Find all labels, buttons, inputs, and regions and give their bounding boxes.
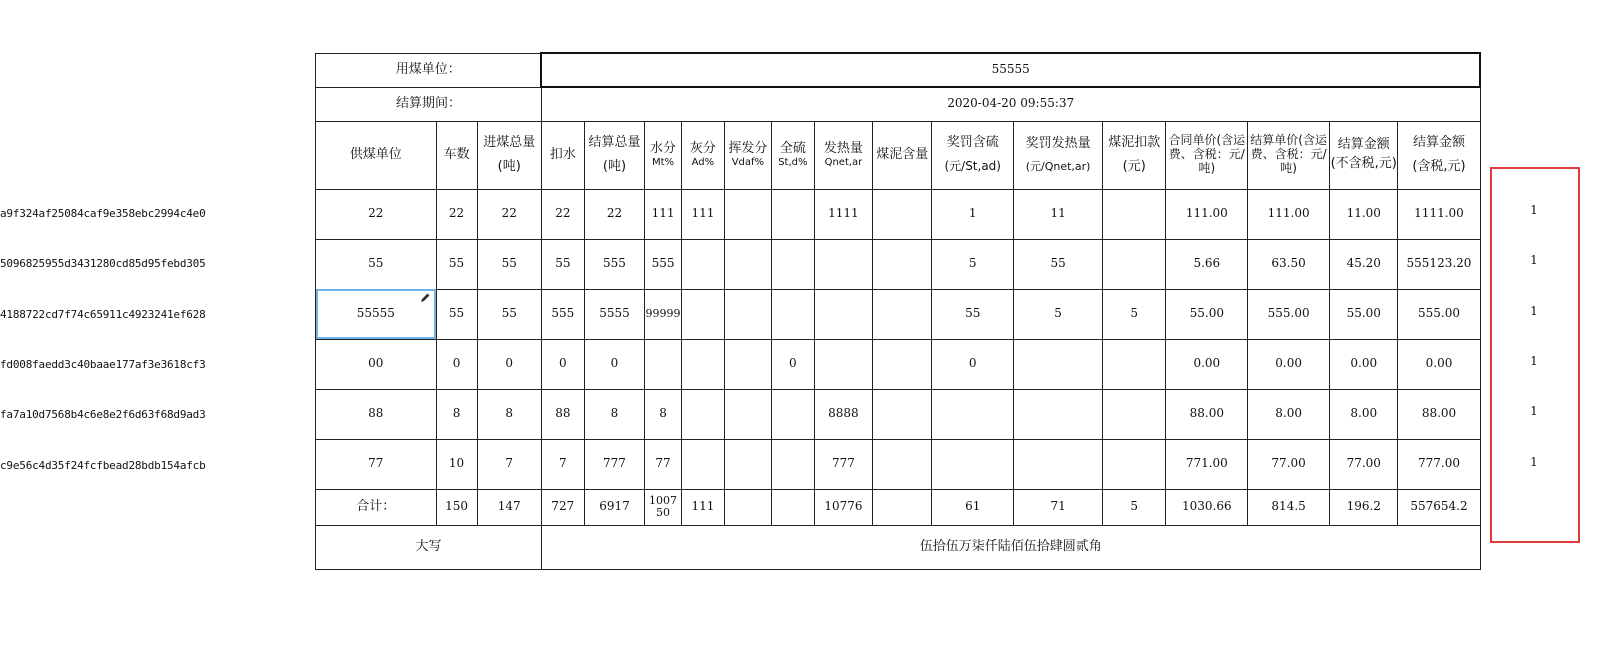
header-sulfur-penalty-unit: (元/St,ad) (944, 159, 1001, 174)
cell-sulfur[interactable] (771, 439, 814, 489)
header-amount-tax-unit: (含税,元) (1412, 158, 1466, 174)
side-value[interactable]: 1 (1530, 354, 1538, 368)
cell-volatile[interactable] (724, 289, 771, 339)
total-amount-tax: 557654.2 (1398, 489, 1480, 525)
total-cars: 150 (436, 489, 477, 525)
cell-heat[interactable]: 777 (814, 439, 872, 489)
cell-contract-price[interactable]: 88.00 (1166, 389, 1248, 439)
row-id: fa7a10d7568b4c6e8e2f6d63f68d9ad3 (0, 408, 206, 421)
cell-amount-tax[interactable]: 777.00 (1398, 439, 1480, 489)
unit-label: 用煤单位： (316, 53, 542, 87)
row-id: a9f324af25084caf9e358ebc2994c4e0 (0, 207, 206, 220)
unit-value-cell[interactable]: 55555 (541, 53, 1480, 87)
cell-heat[interactable]: 8888 (814, 389, 872, 439)
cell-settle-total[interactable]: 8 (584, 389, 644, 439)
cell-heat-penalty[interactable]: 11 (1014, 189, 1103, 239)
cell-contract-price[interactable]: 111.00 (1166, 189, 1248, 239)
header-settle-price: 结算单价(含运费、含税：元/吨) (1248, 121, 1330, 189)
total-ash: 111 (681, 489, 724, 525)
header-volatile (724, 121, 771, 189)
cell-volatile[interactable] (724, 389, 771, 439)
cell-deduct-water[interactable]: 555 (541, 289, 584, 339)
cell-contract-price[interactable]: 771.00 (1166, 439, 1248, 489)
cell-settle-price[interactable]: 0.00 (1248, 339, 1330, 389)
header-volatile-unit: Vdaf% (731, 156, 765, 168)
header-heat-penalty-title: 奖罚发热量 (1025, 135, 1091, 151)
header-ash (681, 121, 724, 189)
header-amount-notax-unit: (不含税,元) (1330, 156, 1397, 171)
header-intake-total (477, 121, 541, 189)
header-heat-title: 发热量 (823, 141, 863, 157)
cell-amount-tax[interactable]: 555.00 (1398, 289, 1480, 339)
cell-sulfur-penalty[interactable]: 55 (932, 289, 1014, 339)
header-slime-deduct-title: 煤泥扣款 (1108, 134, 1161, 150)
header-settle-total (584, 121, 644, 189)
header-amount-notax-title: 结算金额 (1337, 137, 1390, 153)
side-value[interactable]: 1 (1530, 253, 1538, 267)
cell-slime-deduct[interactable] (1103, 239, 1166, 289)
cell-slime-deduct[interactable] (1103, 439, 1166, 489)
header-supplier: 供煤单位 (316, 121, 437, 189)
cell-heat[interactable] (814, 239, 872, 289)
total-settle-total: 6917 (584, 489, 644, 525)
cell-volatile[interactable] (724, 189, 771, 239)
cell-sulfur-penalty[interactable]: 5 (932, 239, 1014, 289)
cell-slime[interactable] (873, 439, 932, 489)
cell-intake[interactable]: 0 (477, 339, 541, 389)
cell-sulfur-penalty[interactable] (932, 389, 1014, 439)
header-heat-unit: Qnet,ar (824, 156, 863, 168)
header-heat (814, 121, 872, 189)
header-amount-tax (1398, 121, 1480, 189)
side-value[interactable]: 1 (1530, 455, 1538, 469)
total-row (316, 489, 1481, 525)
cell-ash[interactable] (681, 439, 724, 489)
header-amount-notax (1330, 121, 1398, 189)
cell-amount-notax[interactable]: 77.00 (1330, 439, 1398, 489)
cell-moisture[interactable] (645, 339, 682, 389)
total-sulfur-penalty: 61 (932, 489, 1014, 525)
cell-supplier[interactable]: 55 (316, 239, 437, 289)
cell-moisture[interactable]: 8 (645, 389, 682, 439)
cell-heat-penalty[interactable]: 5 (1014, 289, 1103, 339)
header-sulfur-penalty (932, 121, 1014, 189)
table-row (316, 239, 1481, 289)
cell-sulfur[interactable] (771, 289, 814, 339)
total-settle-price: 814.5 (1248, 489, 1330, 525)
cell-settle-price[interactable]: 8.00 (1248, 389, 1330, 439)
cell-cars[interactable]: 10 (436, 439, 477, 489)
row-id: c9e56c4d35f24fcfbead28bdb154afcb (0, 459, 206, 472)
cell-supplier-selected[interactable] (316, 289, 437, 339)
cell-settle-price[interactable]: 77.00 (1248, 439, 1330, 489)
cell-amount-notax[interactable]: 55.00 (1330, 289, 1398, 339)
cell-intake[interactable]: 55 (477, 289, 541, 339)
cell-ash[interactable] (681, 289, 724, 339)
cell-sulfur[interactable] (771, 389, 814, 439)
cell-heat-penalty[interactable] (1014, 439, 1103, 489)
cell-amount-notax[interactable]: 11.00 (1330, 189, 1398, 239)
cell-settle-price[interactable]: 63.50 (1248, 239, 1330, 289)
settlement-table (315, 52, 1481, 570)
total-moisture (645, 489, 682, 525)
cell-heat[interactable]: 1111 (814, 189, 872, 239)
cell-contract-price[interactable]: 5.66 (1166, 239, 1248, 289)
cell-settle-total[interactable]: 0 (584, 339, 644, 389)
cell-cars[interactable]: 55 (436, 289, 477, 339)
cell-slime[interactable] (873, 289, 932, 339)
header-intake-total-unit: (吨) (497, 158, 521, 174)
header-deduct-water: 扣水 (541, 121, 584, 189)
header-moisture-title: 水分 (650, 141, 677, 157)
side-value[interactable]: 1 (1530, 203, 1538, 217)
cell-deduct-water[interactable]: 55 (541, 239, 584, 289)
cell-ash[interactable] (681, 389, 724, 439)
cell-amount-tax[interactable]: 0.00 (1398, 339, 1480, 389)
total-slime (873, 489, 932, 525)
total-moisture-line2: 50 (656, 506, 671, 519)
cell-amount-tax[interactable]: 88.00 (1398, 389, 1480, 439)
cell-heat-penalty[interactable] (1014, 339, 1103, 389)
cell-cars[interactable]: 8 (436, 389, 477, 439)
period-row (316, 87, 1481, 121)
highlighted-column (1490, 167, 1578, 541)
cell-volatile[interactable] (724, 239, 771, 289)
cell-slime-deduct[interactable] (1103, 339, 1166, 389)
cell-slime-deduct[interactable] (1103, 389, 1166, 439)
header-volatile-title: 挥发分 (728, 141, 768, 157)
header-ash-title: 灰分 (689, 141, 716, 157)
column-header-row (316, 121, 1481, 189)
cell-slime-deduct[interactable] (1103, 189, 1166, 239)
row-id-column (0, 0, 300, 669)
cell-slime[interactable] (873, 389, 932, 439)
header-slime-deduct (1103, 121, 1166, 189)
cell-sulfur-penalty[interactable]: 1 (932, 189, 1014, 239)
cell-amount-tax[interactable]: 555123.20 (1398, 239, 1480, 289)
cell-settle-total[interactable]: 555 (584, 239, 644, 289)
cell-ash[interactable] (681, 239, 724, 289)
cell-moisture[interactable]: 77 (645, 439, 682, 489)
total-deduct-water: 727 (541, 489, 584, 525)
header-contract-price: 合同单价(含运费、含税：元/吨) (1166, 121, 1248, 189)
cell-settle-total[interactable]: 22 (584, 189, 644, 239)
cell-deduct-water[interactable]: 22 (541, 189, 584, 239)
cell-supplier[interactable]: 77 (316, 439, 437, 489)
cell-amount-notax[interactable]: 0.00 (1330, 339, 1398, 389)
header-cars: 车数 (436, 121, 477, 189)
cell-sulfur[interactable] (771, 189, 814, 239)
side-value[interactable]: 1 (1530, 404, 1538, 418)
cell-heat[interactable] (814, 339, 872, 389)
cell-settle-total[interactable]: 777 (584, 439, 644, 489)
header-sulfur-unit: St,d% (778, 156, 808, 168)
side-value[interactable]: 1 (1530, 304, 1538, 318)
table-row (316, 289, 1481, 339)
cell-contract-price[interactable]: 0.00 (1166, 339, 1248, 389)
cell-amount-notax[interactable]: 45.20 (1330, 239, 1398, 289)
cell-sulfur[interactable] (771, 239, 814, 289)
cell-supplier[interactable]: 88 (316, 389, 437, 439)
header-slime-deduct-unit: (元) (1122, 158, 1146, 174)
cell-heat-penalty[interactable]: 55 (1014, 239, 1103, 289)
capital-row (316, 525, 1481, 569)
total-sulfur (771, 489, 814, 525)
cell-ash[interactable]: 111 (681, 189, 724, 239)
capital-value: 伍拾伍万柒仟陆佰伍拾肆圆贰角 (541, 525, 1480, 569)
row-id: fd008faedd3c40baae177af3e3618cf3 (0, 358, 206, 371)
header-heat-penalty (1014, 121, 1103, 189)
cell-deduct-water[interactable]: 0 (541, 339, 584, 389)
cell-ash[interactable] (681, 339, 724, 389)
cell-heat[interactable] (814, 289, 872, 339)
header-heat-penalty-unit: (元/Qnet,ar) (1025, 159, 1091, 173)
cell-moisture[interactable]: 111 (645, 189, 682, 239)
header-sulfur (771, 121, 814, 189)
total-contract-price: 1030.66 (1166, 489, 1248, 525)
cell-sulfur-penalty[interactable] (932, 439, 1014, 489)
header-settle-total-title: 结算总量 (588, 134, 641, 150)
cell-moisture[interactable]: 555 (645, 239, 682, 289)
total-moisture-line1: 1007 (649, 493, 678, 507)
total-label: 合计： (316, 489, 437, 525)
cell-volatile[interactable] (724, 339, 771, 389)
cell-cars[interactable]: 0 (436, 339, 477, 389)
total-heat-penalty: 71 (1014, 489, 1103, 525)
table-row (316, 339, 1481, 389)
cell-intake[interactable]: 7 (477, 439, 541, 489)
cell-heat-penalty[interactable] (1014, 389, 1103, 439)
cell-settle-price[interactable]: 555.00 (1248, 289, 1330, 339)
row-id: 5096825955d3431280cd85d95febd305 (0, 257, 206, 270)
header-settle-total-unit: (吨) (602, 158, 627, 174)
period-label: 结算期间： (316, 87, 542, 121)
cell-supplier[interactable]: 22 (316, 189, 437, 239)
total-volatile (724, 489, 771, 525)
total-heat: 10776 (814, 489, 872, 525)
header-amount-tax-title: 结算金额 (1412, 134, 1465, 150)
table-row (316, 439, 1481, 489)
cell-moisture[interactable]: 99999 (645, 289, 682, 339)
period-value-cell[interactable]: 2020-04-20 09:55:37 (541, 87, 1480, 121)
cell-cars[interactable]: 22 (436, 189, 477, 239)
header-moisture (645, 121, 682, 189)
cell-sulfur[interactable]: 0 (771, 339, 814, 389)
cell-slime[interactable] (873, 239, 932, 289)
header-slime: 煤泥含量 (873, 121, 932, 189)
header-ash-unit: Ad% (691, 156, 715, 168)
cell-intake[interactable]: 8 (477, 389, 541, 439)
header-sulfur-penalty-title: 奖罚含硫 (946, 135, 999, 151)
cell-supplier-value: 55555 (356, 306, 395, 321)
row-id: 4188722cd7f74c65911c4923241ef628 (0, 308, 206, 321)
cell-amount-notax[interactable]: 8.00 (1330, 389, 1398, 439)
cell-contract-price[interactable]: 55.00 (1166, 289, 1248, 339)
total-amount-notax: 196.2 (1330, 489, 1398, 525)
cell-sulfur-penalty[interactable]: 0 (932, 339, 1014, 389)
cell-settle-total[interactable]: 5555 (584, 289, 644, 339)
pencil-icon[interactable] (419, 292, 431, 304)
cell-slime[interactable] (873, 189, 932, 239)
cell-deduct-water[interactable]: 88 (541, 389, 584, 439)
header-intake-total-title: 进煤总量 (483, 134, 536, 150)
total-slime-deduct: 5 (1103, 489, 1166, 525)
header-sulfur-title: 全硫 (779, 141, 806, 157)
cell-volatile[interactable] (724, 439, 771, 489)
table-row (316, 189, 1481, 239)
cell-slime-deduct[interactable]: 5 (1103, 289, 1166, 339)
cell-supplier[interactable]: 00 (316, 339, 437, 389)
cell-deduct-water[interactable]: 7 (541, 439, 584, 489)
cell-intake[interactable]: 22 (477, 189, 541, 239)
header-moisture-unit: Mt% (652, 156, 675, 168)
capital-label: 大写 (316, 525, 542, 569)
table-row (316, 389, 1481, 439)
cell-amount-tax[interactable]: 1111.00 (1398, 189, 1480, 239)
cell-cars[interactable]: 55 (436, 239, 477, 289)
total-intake: 147 (477, 489, 541, 525)
cell-slime[interactable] (873, 339, 932, 389)
cell-settle-price[interactable]: 111.00 (1248, 189, 1330, 239)
cell-intake[interactable]: 55 (477, 239, 541, 289)
unit-row (316, 53, 1481, 87)
